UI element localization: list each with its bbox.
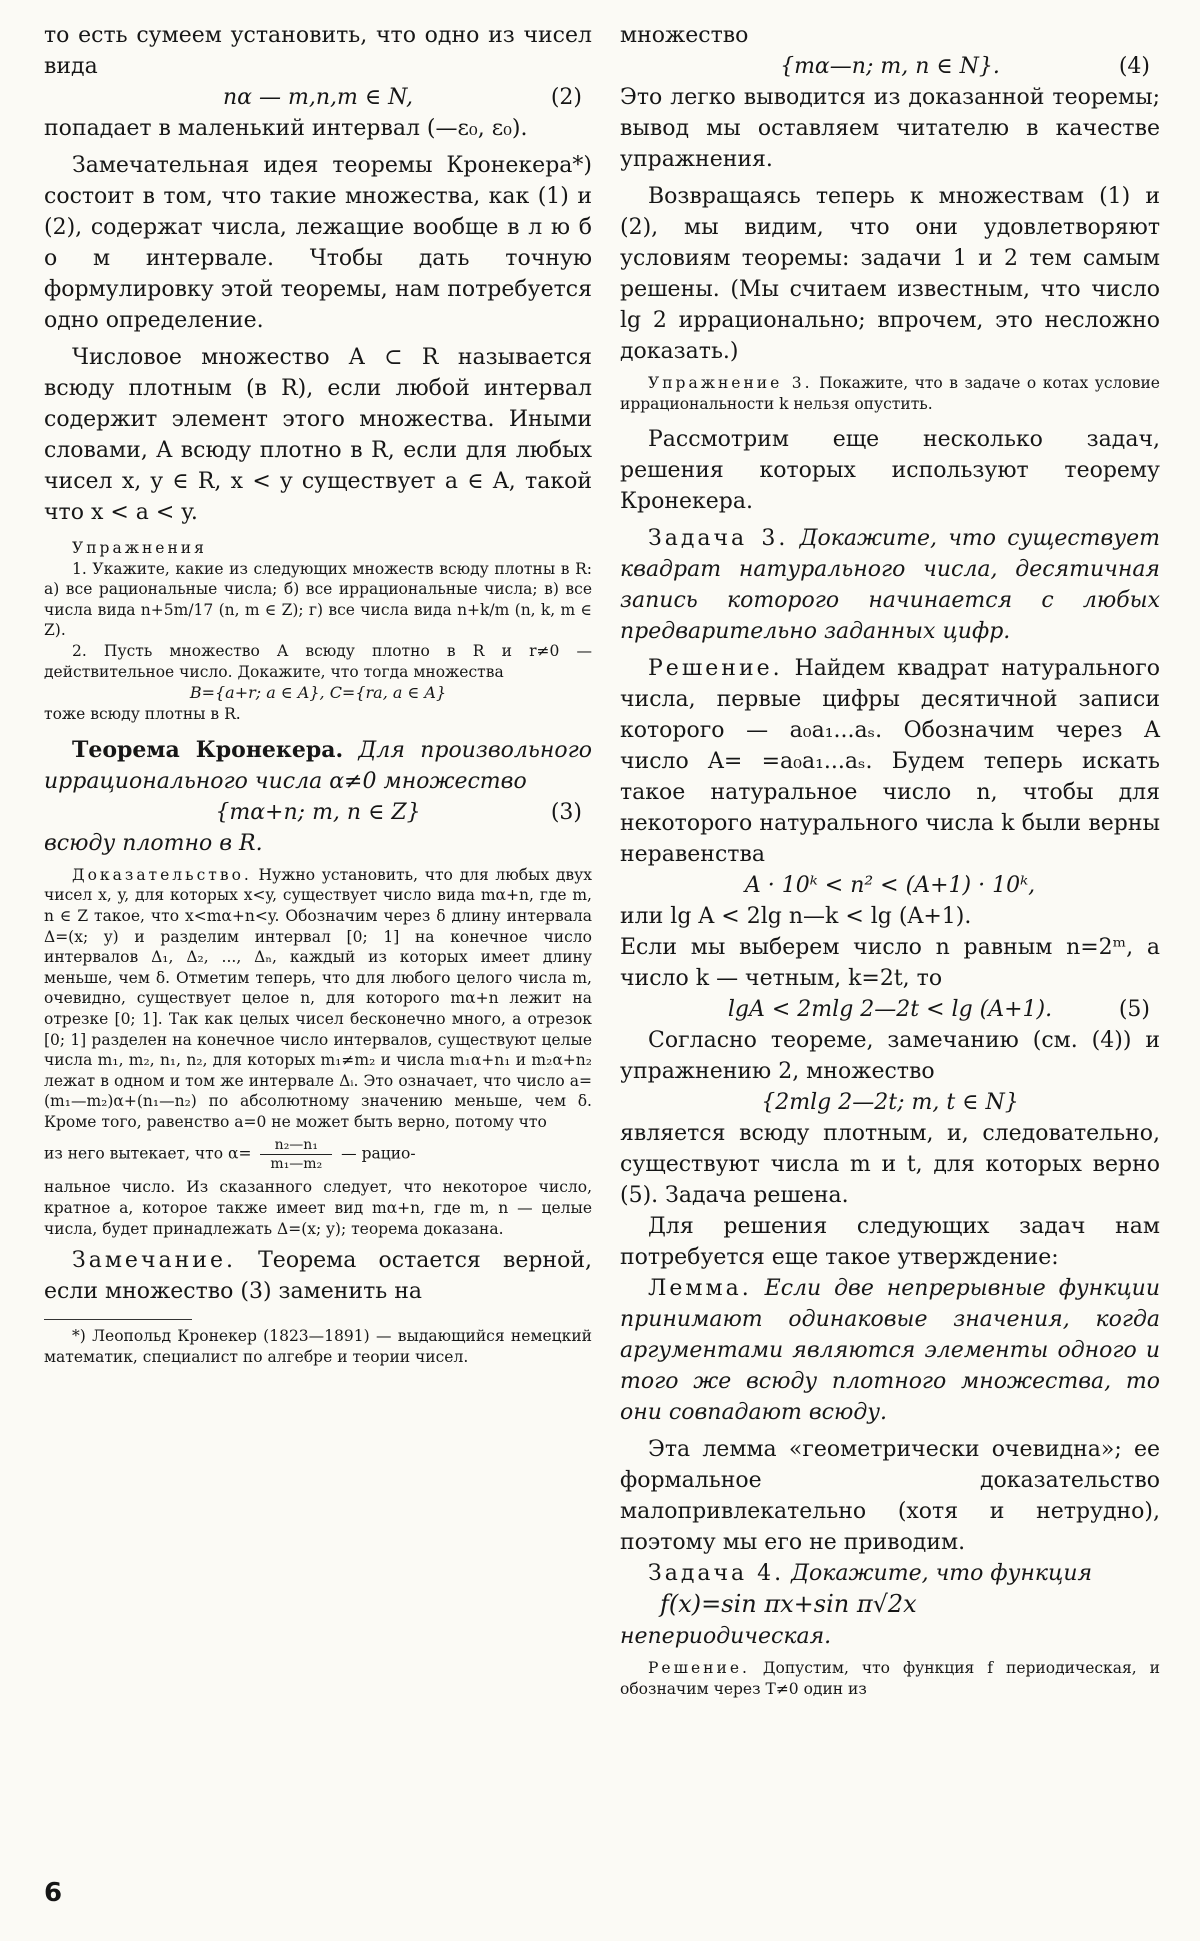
theorem-end: [44, 828, 592, 859]
proof-label: Доказательство.: [72, 865, 252, 884]
proof-fraction-suffix: — рацио-: [341, 1144, 416, 1163]
exercise-2: 2. Пусть множество A всюду плотно в R и r≠0 — действительное число. Докажите, что тогда множества: [44, 641, 592, 681]
paragraph: то есть сумеем установить, что одно из чисел вида: [44, 23, 592, 79]
left-column: [44, 20, 592, 1367]
exercise-2-end: тоже всюду плотны в R.: [44, 705, 241, 724]
equation-5: [620, 994, 1160, 1025]
paragraph: Для решения следующих задач нам потребуется еще такое утверждение:: [620, 1214, 1160, 1271]
exercises-heading: Упражнения: [72, 539, 207, 557]
task-4-end: [620, 1621, 1160, 1652]
paragraph: Эта лемма «геометрически очевидна»; ее формальное доказательство малопривлекательно (хотя и нетрудно), поэтому мы его не приводим.: [620, 1437, 1160, 1556]
exercise-3-text: Покажите, что в задаче о котах условие иррациональности k нельзя опустить.: [620, 374, 1160, 413]
paragraph: Если мы выберем число n равным n=2ᵐ, а число k — четным, k=2t, то: [620, 935, 1160, 992]
lemma-label: Лемма.: [648, 1276, 752, 1302]
theorem-text: Для произвольного иррационального числа α≠0 множество: [44, 737, 592, 794]
task-4-formula-line: [620, 1589, 1160, 1621]
exercise-3: [620, 373, 1160, 414]
equation-number: (3): [550, 799, 582, 825]
equation-number: (4): [1118, 54, 1150, 79]
footnote: *) Леопольд Кронекер (1823—1891) — выдающийся немецкий математик, специалист по алгебре и теории чисел.: [44, 1327, 592, 1366]
task-3-label: Задача 3.: [648, 526, 789, 552]
task-3-text: Докажите, что существует квадрат натурального числа, десятичная запись которого начинается с любых предварительно заданных цифр.: [620, 526, 1160, 645]
solution-4-label: Решение.: [648, 1659, 750, 1678]
paragraph: Рассмотрим еще несколько задач, решения которых используют теорему Кронекера.: [620, 427, 1160, 515]
set-formula: [620, 1087, 1160, 1118]
paragraph: является всюду плотным, и, следовательно, существуют числа m и t, для которых верно (5). Задача решена.: [620, 1121, 1160, 1209]
solution-text: Найдем квадрат натурального числа, первые цифры десятичной записи которого — a₀a₁...aₛ. Обозначим через A число A= =a₀a₁...aₛ. Будем теперь искать такое натуральное число n, чтобы для некоторого натурального числа k были верны неравенства: [620, 656, 1160, 868]
equation-text: {2mlg 2—2t; m, t ∈ N}: [761, 1090, 1019, 1116]
fraction: [260, 1136, 332, 1173]
task-4-text: Докажите, что функция: [791, 1561, 1093, 1587]
page-number: 6: [44, 1878, 63, 1908]
task-4-label: Задача 4.: [648, 1561, 785, 1587]
paragraph: множество: [620, 23, 749, 48]
lemma-text: Если две непрерывные функции принимают одинаковые значения, когда аргументами являются элементы одного и того же всюду плотного множества, то они совпадают всюду.: [620, 1276, 1161, 1426]
definition-paragraph: Числовое множество A ⊂ R называется всюду плотным (в R), если любой интервал содержит элемент этого множества. Иными словами, A всюду плотно в R, если для любых чисел x, y ∈ R, x < y существует a ∈ A, такой что x < a < y.: [44, 345, 592, 525]
paragraph: Замечательная идея теоремы Кронекера*) состоит в том, что такие множества, как (1) и (2), содержат числа, лежащие вообще в л ю б о м интервале. Чтобы дать точную формулировку этой теоремы, нам потребуется одно определение.: [44, 153, 592, 333]
right-column: [620, 20, 1160, 1699]
theorem-title: Теорема Кронекера.: [72, 736, 344, 763]
task-4: [620, 1558, 1160, 1589]
proof-fraction-line: [44, 1136, 592, 1173]
equation-text: lgA < 2mlg 2—2t < lg (A+1).: [727, 997, 1053, 1023]
equation-2: [44, 82, 592, 113]
task-4-end-text: непериодическая.: [620, 1624, 832, 1650]
paragraph: Возвращаясь теперь к множествам (1) и (2), мы видим, что они удовлетворяют условиям теоремы: задачи 1 и 2 тем самым решены. (Мы считаем известным, что число lg 2 иррационально; впрочем, это несложно доказать.): [620, 184, 1160, 364]
equation-number: (2): [550, 85, 582, 110]
equation-number: (5): [1118, 997, 1150, 1023]
paragraph: или lg A < 2lg n—k < lg (A+1).: [620, 904, 972, 930]
exercise-1: 1. Укажите, какие из следующих множеств всюду плотны в R: а) все рациональные числа; б) все иррациональные числа; в) все числа вида n+5m/17 (n, m ∈ Z); г) все числа вида n+k/m (n, k, m ∈ Z).: [44, 559, 592, 640]
remark-label: Замечание.: [72, 1248, 236, 1274]
exercise-2-formula: B={a+r; a ∈ A}, C={ra, a ∈ A}: [189, 683, 447, 703]
inequality: [620, 870, 1160, 901]
solution-label: Решение.: [648, 656, 783, 682]
task-4-formula: f(x)=sin πx+sin π√2x: [660, 1590, 917, 1619]
equation-3: [44, 797, 592, 828]
equation-4: [620, 51, 1160, 82]
proof-text-2: нальное число. Из сказанного следует, что некоторое число, кратное a, которое также имеет вид mα+n, где m, n — целые числа, будет принадлежать Δ=(x; y); теорема доказана.: [44, 1178, 592, 1238]
fraction-numerator: n₂—n₁: [260, 1136, 332, 1155]
equation-text: {mα—n; m, n ∈ N}.: [780, 54, 1000, 79]
fraction-denominator: m₁—m₂: [270, 1156, 323, 1173]
remark-text: Теорема остается верной, если множество (3) заменить на: [44, 1248, 592, 1305]
equation-text: {mα+n; m, n ∈ Z}: [215, 799, 421, 825]
proof-text: Нужно установить, что для любых двух чисел x, y, для которых x<y, существует число вида mα+n, где m, n ∈ Z такое, что x<mα+n<y. Обозначим через δ длину интервала Δ=(x; y) и разделим интервал [0; 1] на конечное число интервалов Δ₁, Δ₂, ..., Δₙ, каждый из которых имеет длину меньше, чем δ. Отметим теперь, что для любого целого числа m, очевидно, существует целое n, для которого mα+n лежит на отрезке [0; 1]. Так как целых чисел бесконечно много, а отрезок [0; 1] разделен на конечное число интервалов, существуют целые числа m₁, m₂, n₁, n₂, для которых m₁≠m₂ и числа m₁α+n₁ и m₂α+n₂ лежат в одном и том же интервале Δᵢ. Это означает, что число a=(m₁—m₂)α+(n₁—n₂) по абсолютному значению меньше, чем δ. Кроме того, равенство a=0 не может быть верно, потому что: [44, 865, 592, 1131]
task-3: [620, 523, 1160, 647]
theorem: [44, 735, 592, 797]
remark: [44, 1245, 592, 1307]
solution: [620, 653, 1160, 870]
equation-text: A · 10ᵏ < n² < (A+1) · 10ᵏ,: [744, 873, 1036, 899]
lemma: [620, 1273, 1160, 1428]
footnote-rule: [44, 1319, 192, 1320]
equation-text: nα — m,n,m ∈ N,: [223, 85, 413, 110]
proof-fraction-prefix: из него вытекает, что α=: [44, 1144, 252, 1163]
paragraph: попадает в маленький интервал (—ε₀, ε₀).: [44, 116, 528, 141]
solution-4-text: Допустим, что функция f периодическая, и обозначим через T≠0 один из: [620, 1659, 1160, 1698]
solution-4: [620, 1658, 1160, 1699]
exercise-3-label: Упражнение 3.: [648, 374, 813, 392]
proof: [44, 865, 592, 1133]
theorem-end-text: всюду плотно в R.: [44, 830, 263, 856]
paragraph: Согласно теореме, замечанию (см. (4)) и упражнению 2, множество: [620, 1028, 1160, 1085]
paragraph: Это легко выводится из доказанной теоремы; вывод мы оставляем читателю в качестве упражнения.: [620, 85, 1160, 172]
